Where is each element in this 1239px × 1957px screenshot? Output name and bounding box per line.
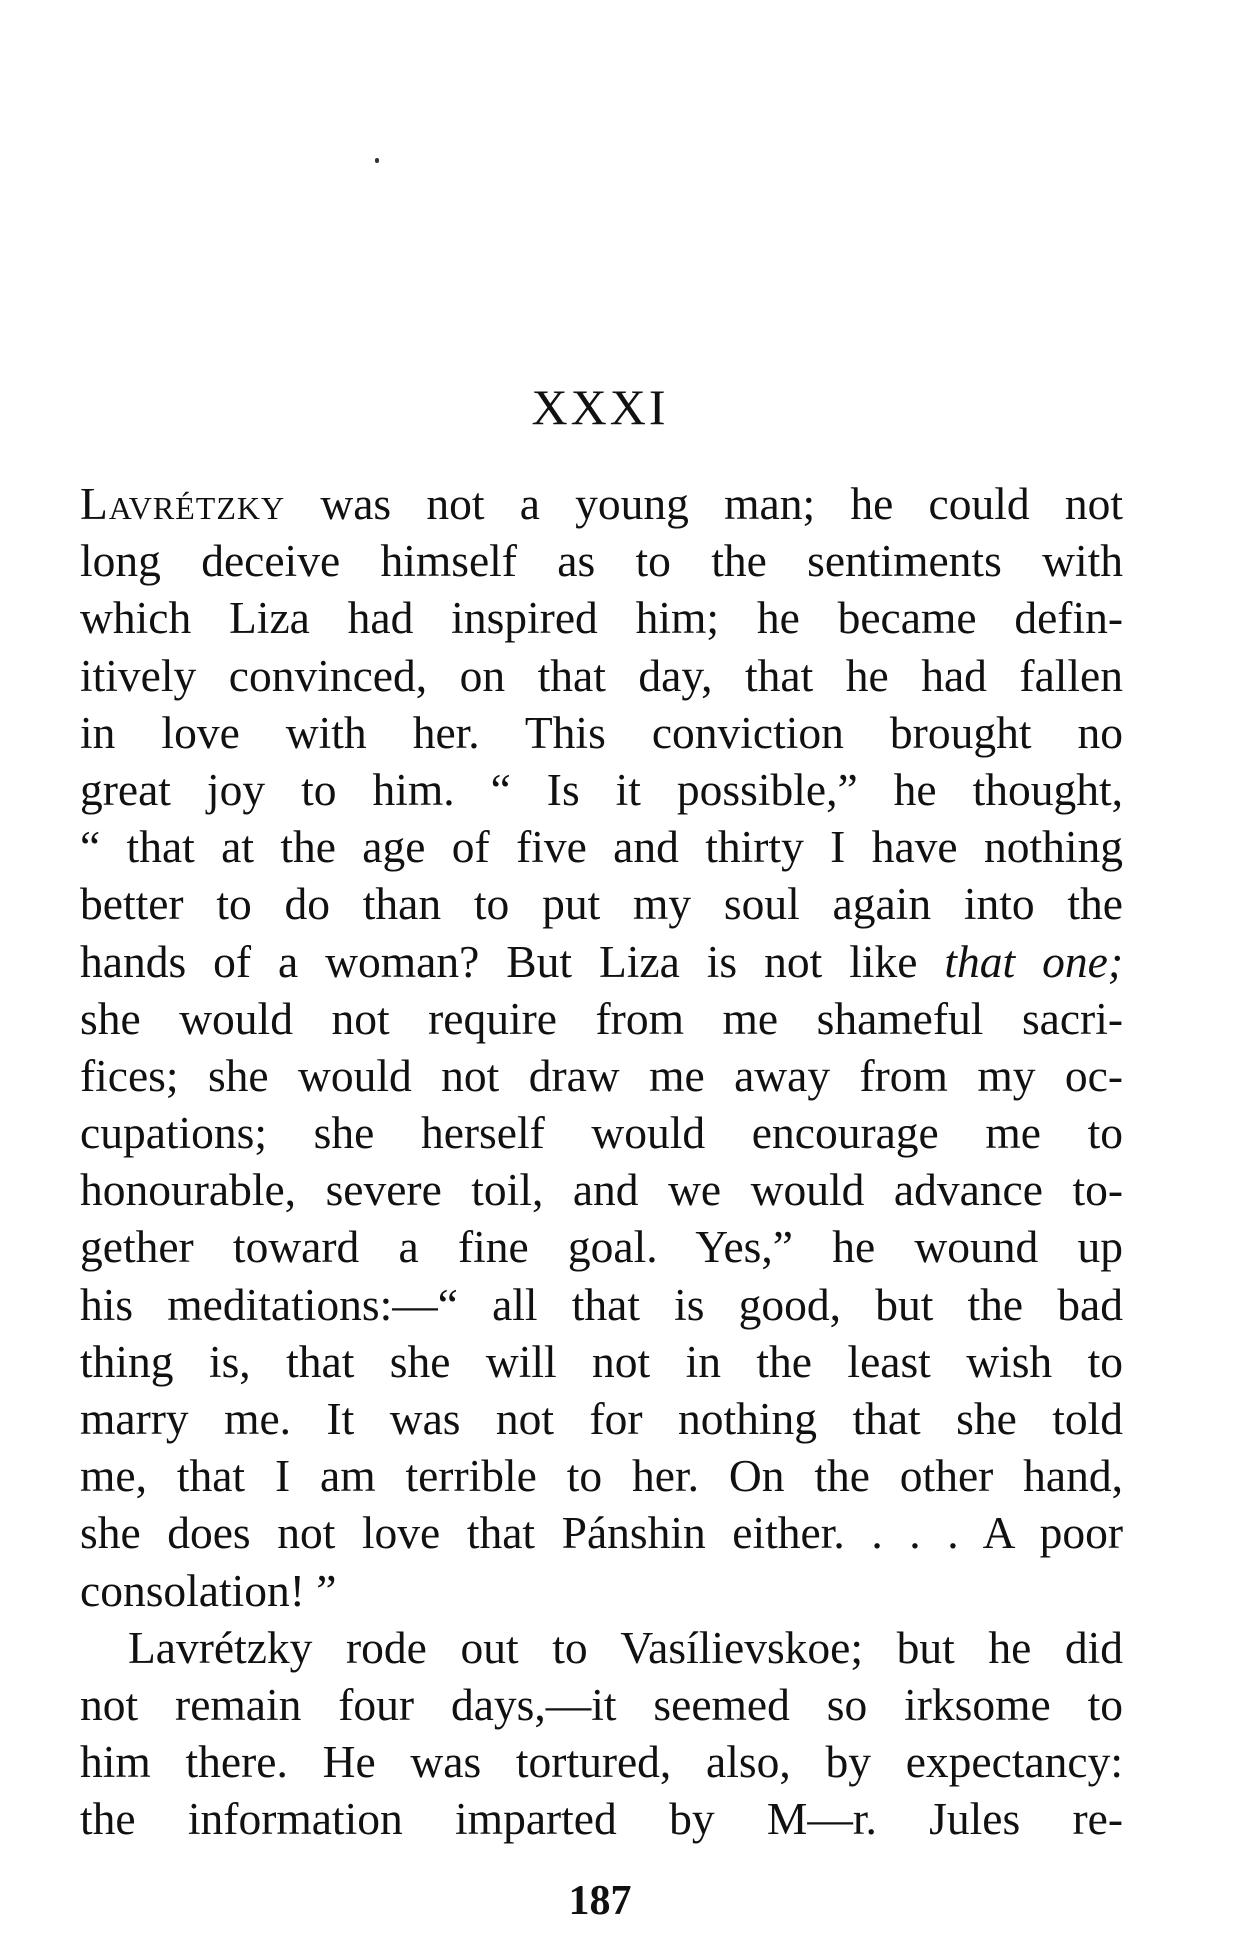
text-line: not remain four days,—it seemed so irksome to (80, 1678, 1123, 1730)
text-line: long deceive himself as to the sentiments with (80, 535, 1123, 587)
text-line: his meditations:—“ all that is good, but the bad (80, 1278, 1123, 1330)
page-number: 187 (568, 1878, 632, 1924)
text-line: fices; she would not draw me away from my oc- (80, 1049, 1123, 1101)
text-line: better to do than to put my soul again into the (80, 878, 1123, 930)
chapter-heading: XXXI (531, 379, 669, 435)
ink-speck (375, 158, 379, 163)
text-line: me, that I am terrible to her. On the other hand, (80, 1450, 1123, 1502)
text-line: “ that at the age of five and thirty I have nothing (80, 821, 1123, 873)
italic-phrase: that one; (944, 935, 1123, 987)
text-line: hands of a woman? But Liza is not like that one; (80, 935, 1123, 987)
text-line: she does not love that Pánshin either. . . . A poor (80, 1507, 1123, 1559)
text-line: consolation! ” (80, 1564, 337, 1616)
text-line: the information imparted by M—r. Jules re- (80, 1793, 1123, 1845)
text-line: in love with her. This conviction brought no (80, 706, 1123, 758)
text-line: Lavrétzky was not a young man; he could not (80, 478, 1123, 529)
text-line: great joy to him. “ Is it possible,” he thought, (80, 763, 1123, 815)
text-line: honourable, severe toil, and we would advance to- (80, 1164, 1123, 1216)
text-line: gether toward a fine goal. Yes,” he wound up (80, 1221, 1123, 1273)
text-line: which Liza had inspired him; he became defin- (80, 592, 1123, 644)
text-line: itively convinced, on that day, that he had fallen (80, 649, 1123, 701)
text-line: thing is, that she will not in the least wish to (80, 1335, 1123, 1387)
chapter-opening-name: Lavrétzky (80, 478, 286, 529)
text-line: cupations; she herself would encourage me to (80, 1107, 1123, 1159)
text-line: she would not require from me shameful sacri- (80, 992, 1123, 1044)
text-line: Lavrétzky rode out to Vasílievskoe; but he did (128, 1621, 1123, 1673)
text-line: him there. He was tortured, also, by expectancy: (80, 1736, 1123, 1788)
text-line: marry me. It was not for nothing that she told (80, 1393, 1123, 1444)
body-text (80, 475, 1123, 1848)
